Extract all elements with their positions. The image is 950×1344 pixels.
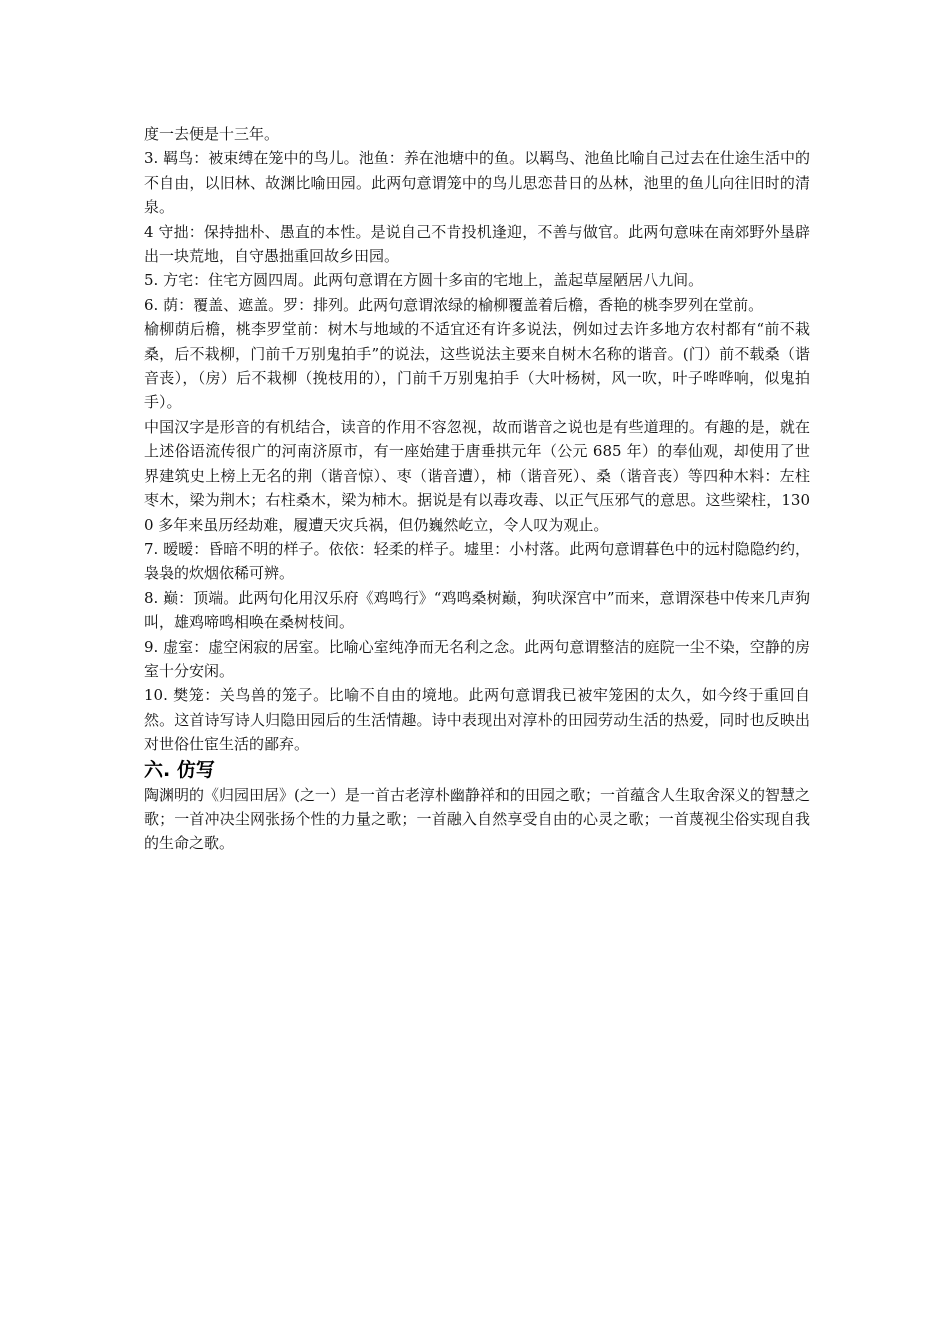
paragraph-continuation: 度一去便是十三年。 [144,125,280,143]
note-3-jiniao: 3. 羁鸟：被束缚在笼中的鸟儿。池鱼：养在池塘中的鱼。以羁鸟、池鱼比喻自己过去在仕途生活中的不自由，以旧林、故渊比喻田园。此两句意谓笼中的鸟儿思恋昔日的丛林，池里的鱼儿向往旧时的清泉。 [144,149,810,217]
paragraph-homophone-explanation: 中国汉字是形音的有机结合，读音的作用不容忽视，故而谐音之说也是有些道理的。有趣的是，就在上述俗语流传很广的河南济原市，有一座始建于唐垂拱元年（公元 685 年）的奉仙观，却使用了世界建筑史上榜上无名的荆（谐音惊）、枣（谐音遭），柿（谐音死）、桑（谐音丧）等四种木料：左柱枣木，梁为荆木；右柱桑木，梁为柿木。据说是有以毒攻毒、以正气压邪气的意思。这些梁柱，1300 多年来虽历经劫难，履遭天灾兵祸，但仍巍然屹立，令人叹为观止。 [144,417,810,534]
note-9-xushi: 9. 虚室：虚空闲寂的居室。比喻心室纯净而无名利之念。此两句意谓整洁的庭院一尘不染，空静的房室十分安闲。 [144,637,810,680]
section-paragraph-imitation: 陶渊明的《归园田居》(之一）是一首古老淳朴幽静祥和的田园之歌；一首蕴含人生取舍深义的智慧之歌；一首冲决尘网张扬个性的力量之歌；一首融入自然享受自由的心灵之歌；一首蔑视尘俗实现自我的生命之歌。 [144,785,810,853]
note-10-fanlong: 10. 樊笼：关鸟兽的笼子。比喻不自由的境地。此两句意谓我已被牢笼困的太久，如今终于重回自然。这首诗写诗人归隐田园后的生活情趣。诗中表现出对淳朴的田园劳动生活的热爱，同时也反映出对世俗仕宦生活的鄙弃。 [144,686,810,754]
paragraph-yuliu-tree-sayings: 榆柳荫后檐，桃李罗堂前：树木与地域的不适宜还有许多说法，例如过去许多地方农村都有“前不栽桑，后不栽柳，门前千万别鬼拍手”的说法，这些说法主要来自树木名称的谐音。(门）前不载桑（谐音丧），（房）后不栽柳（挽枝用的），门前千万别鬼拍手（大叶杨树，风一吹，叶子哗哗响，似鬼拍手）。 [144,320,810,412]
note-4-shouzhuo: 4 守拙：保持拙朴、愚直的本性。是说自己不肯投机逢迎，不善与做官。此两句意味在南郊野外垦辟出一块荒地，自守愚拙重回故乡田园。 [144,222,810,266]
note-7-aiai: 7. 暧暧：昏暗不明的样子。依依：轻柔的样子。墟里：小村落。此两句意谓暮色中的远村隐隐约约，袅袅的炊烟依稀可辨。 [144,539,810,583]
document-body [144,122,810,856]
section-heading-imitation: 六. 仿写 [144,758,215,781]
note-8-dian: 8. 巅：顶端。此两句化用汉乐府《鸡鸣行》“鸡鸣桑树巅，狗吠深宫中”而来，意谓深巷中传来几声狗叫，雄鸡啼鸣相唤在桑树枝间。 [144,588,810,632]
note-6-yin: 6. 荫：覆盖、遮盖。罗：排列。此两句意谓浓绿的榆柳覆盖着后檐，香艳的桃李罗列在堂前。 [144,295,764,314]
note-5-fangzhai: 5. 方宅：住宅方圆四周。此两句意谓在方圆十多亩的宅地上，盖起草屋陋居八九间。 [144,271,704,290]
